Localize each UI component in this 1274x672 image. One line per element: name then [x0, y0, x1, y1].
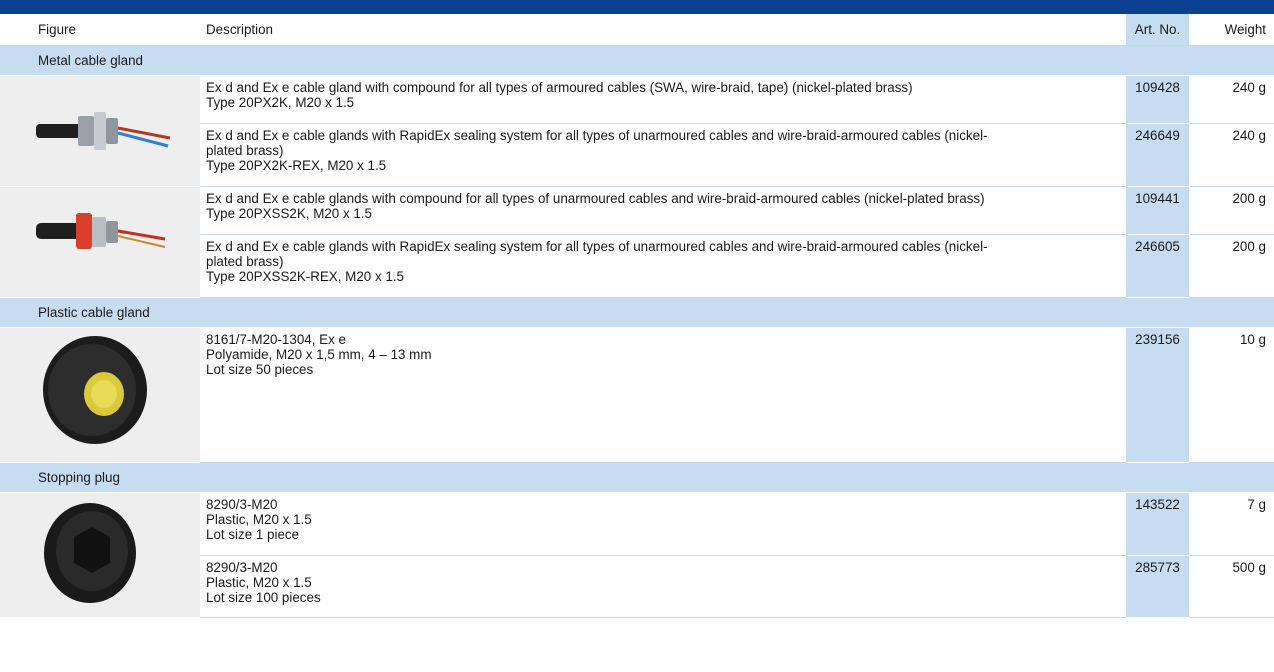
description-cell: Ex d and Ex e cable glands with RapidEx sealing system for all types of unarmoured cables and wire-braid-armoured cables (nickel- plated brass) Type 20PX2K-REX, M20 x 1.5: [200, 123, 1126, 186]
section-row: [0, 46, 1274, 76]
art-no-cell: 109441: [1126, 187, 1189, 235]
stopping-plug-image: [0, 493, 200, 617]
art-no-cell: 246649: [1126, 123, 1189, 186]
plastic-cable-gland-image: [0, 328, 200, 462]
table-row: [0, 187, 1274, 235]
art-no-cell: 143522: [1126, 493, 1189, 556]
weight-cell: 10 g: [1189, 328, 1274, 463]
section-title-metal: Metal cable gland: [0, 46, 1274, 76]
description-cell: 8290/3-M20 Plastic, M20 x 1.5 Lot size 1 piece: [200, 493, 1126, 556]
weight-cell: 240 g: [1189, 123, 1274, 186]
col-header-weight: Weight: [1189, 14, 1274, 46]
weight-cell: 240 g: [1189, 76, 1274, 124]
metal-cable-gland-image: [0, 76, 200, 186]
column-header-row: [0, 14, 1274, 46]
figure-cell: [0, 493, 200, 618]
section-title-plastic: Plastic cable gland: [0, 298, 1274, 328]
art-no-cell: 246605: [1126, 234, 1189, 297]
description-cell: Ex d and Ex e cable glands with compound for all types of unarmoured cables and wire-braid-armoured cables (nickel-plated brass) Type 20PXSS2K, M20 x 1.5: [200, 187, 1126, 235]
art-no-cell: 109428: [1126, 76, 1189, 124]
table-row: [0, 493, 1274, 556]
weight-cell: 200 g: [1189, 234, 1274, 297]
description-cell: 8161/7-M20-1304, Ex e Polyamide, M20 x 1,5 mm, 4 – 13 mm Lot size 50 pieces: [200, 328, 1126, 463]
art-no-cell: 285773: [1126, 555, 1189, 618]
weight-cell: 500 g: [1189, 555, 1274, 618]
figure-cell: [0, 328, 200, 463]
table-row: [0, 76, 1274, 124]
figure-cell: [0, 76, 200, 187]
col-header-art-no: Art. No.: [1126, 14, 1189, 46]
weight-cell: 200 g: [1189, 187, 1274, 235]
col-header-figure: Figure: [0, 14, 200, 46]
art-no-cell: 239156: [1126, 328, 1189, 463]
section-row: [0, 298, 1274, 328]
product-table: [0, 14, 1274, 618]
section-title-stopping-plug: Stopping plug: [0, 463, 1274, 493]
red-cable-gland-image: [0, 187, 200, 297]
col-header-description: Description: [200, 14, 1126, 46]
description-cell: Ex d and Ex e cable glands with RapidEx sealing system for all types of unarmoured cables and wire-braid-armoured cables (nickel- plated brass) Type 20PXSS2K-REX, M20 x 1.5: [200, 234, 1126, 297]
table-row: [0, 328, 1274, 463]
section-row: [0, 463, 1274, 493]
description-cell: 8290/3-M20 Plastic, M20 x 1.5 Lot size 100 pieces: [200, 555, 1126, 618]
description-cell: Ex d and Ex e cable gland with compound for all types of armoured cables (SWA, wire-braid, tape) (nickel-plated brass) Type 20PX2K, M20 x 1.5: [200, 76, 1126, 124]
weight-cell: 7 g: [1189, 493, 1274, 556]
header-bar: [0, 0, 1274, 14]
figure-cell: [0, 187, 200, 298]
